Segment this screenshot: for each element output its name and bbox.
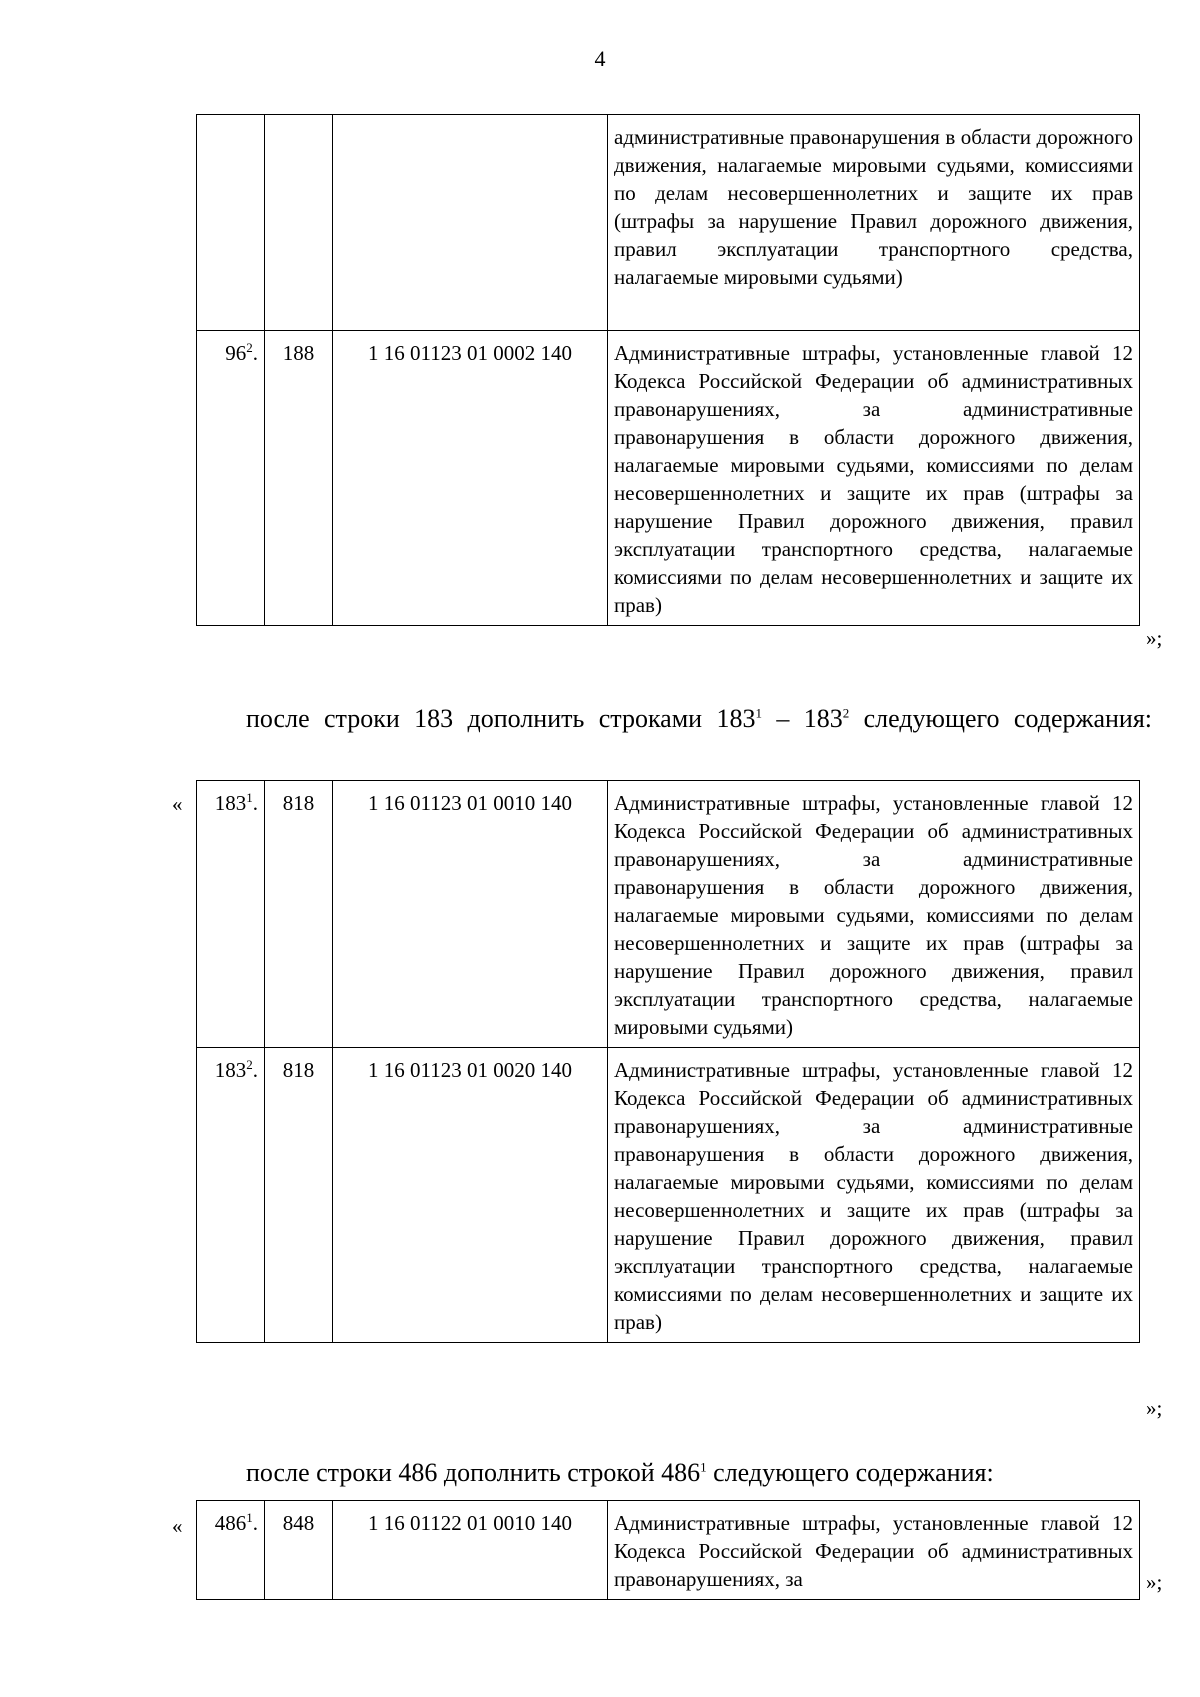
kbk-code-cell [333,115,608,331]
table-continuation [196,114,1140,626]
kbk-code-cell: 1 16 01123 01 0010 140 [333,781,608,1048]
admin-code-cell [265,115,333,331]
kbk-code-cell: 1 16 01123 01 0020 140 [333,1048,608,1343]
table-row [197,781,1140,1048]
opening-quote: « [172,1514,183,1538]
kbk-code-cell: 1 16 01122 01 0010 140 [333,1501,608,1600]
table-row [197,1048,1140,1343]
admin-code-cell: 848 [265,1501,333,1600]
admin-code-cell: 818 [265,781,333,1048]
admin-code-cell: 188 [265,331,333,626]
table-row [197,115,1140,331]
row-number-cell: $96^2$. [197,331,265,626]
kbk-code-cell: 1 16 01123 01 0002 140 [333,331,608,626]
closing-quote: »; [1146,1396,1163,1420]
instruction-paragraph: после строки 183 дополнить строками $183^1 - 183^2$ следующего содержания: [246,704,1153,733]
description-cell: Административные штрафы, установленные главой 12 Кодекса Российской Федерации об административных правонарушениях, за административные правонарушения в области дорожного движения, налагаемые мировыми судьями, комиссиями по делам несовершеннолетних и защите их прав (штрафы за нарушение Правил дорожного движения, правил эксплуатации транспортного средства, налагаемые комиссиями по делам несовершеннолетних и защите их прав) [608,1048,1140,1343]
page-number: 4 [594,46,606,71]
opening-quote: « [172,792,183,816]
closing-quote: »; [1146,626,1163,650]
instruction-paragraph: после строки 486 дополнить строкой $486^1$ следующего содержания: [246,1458,994,1487]
table-inserted-row [196,1500,1140,1600]
row-number-cell [197,115,265,331]
description-cell: административные правонарушения в области дорожного движения, налагаемые мировыми судьями, комиссиями по делам несовершеннолетних и защите их прав (штрафы за нарушение Правил дорожного движения, правил эксплуатации транспортного средства, налагаемые мировыми судьями) [608,115,1140,331]
table-row [197,331,1140,626]
row-number-cell: $183^2$. [197,1048,265,1343]
description-cell: Административные штрафы, установленные главой 12 Кодекса Российской Федерации об административных правонарушениях, за административные правонарушения в области дорожного движения, налагаемые мировыми судьями, комиссиями по делам несовершеннолетних и защите их прав (штрафы за нарушение Правил дорожного движения, правил эксплуатации транспортного средства, налагаемые комиссиями по делам несовершеннолетних и защите их прав) [608,331,1140,626]
row-number-cell: $486^1$. [197,1501,265,1600]
description-cell: Административные штрафы, установленные главой 12 Кодекса Российской Федерации об административных правонарушениях, за [608,1501,1140,1600]
description-cell: Административные штрафы, установленные главой 12 Кодекса Российской Федерации об административных правонарушениях, за административные правонарушения в области дорожного движения, налагаемые мировыми судьями, комиссиями по делам несовершеннолетних и защите их прав (штрафы за нарушение Правил дорожного движения, правил эксплуатации транспортного средства, налагаемые мировыми судьями) [608,781,1140,1048]
table-inserted-rows [196,780,1140,1343]
closing-quote: »; [1146,1570,1163,1594]
admin-code-cell: 818 [265,1048,333,1343]
row-number-cell: $183^1$. [197,781,265,1048]
table-row [197,1501,1140,1600]
